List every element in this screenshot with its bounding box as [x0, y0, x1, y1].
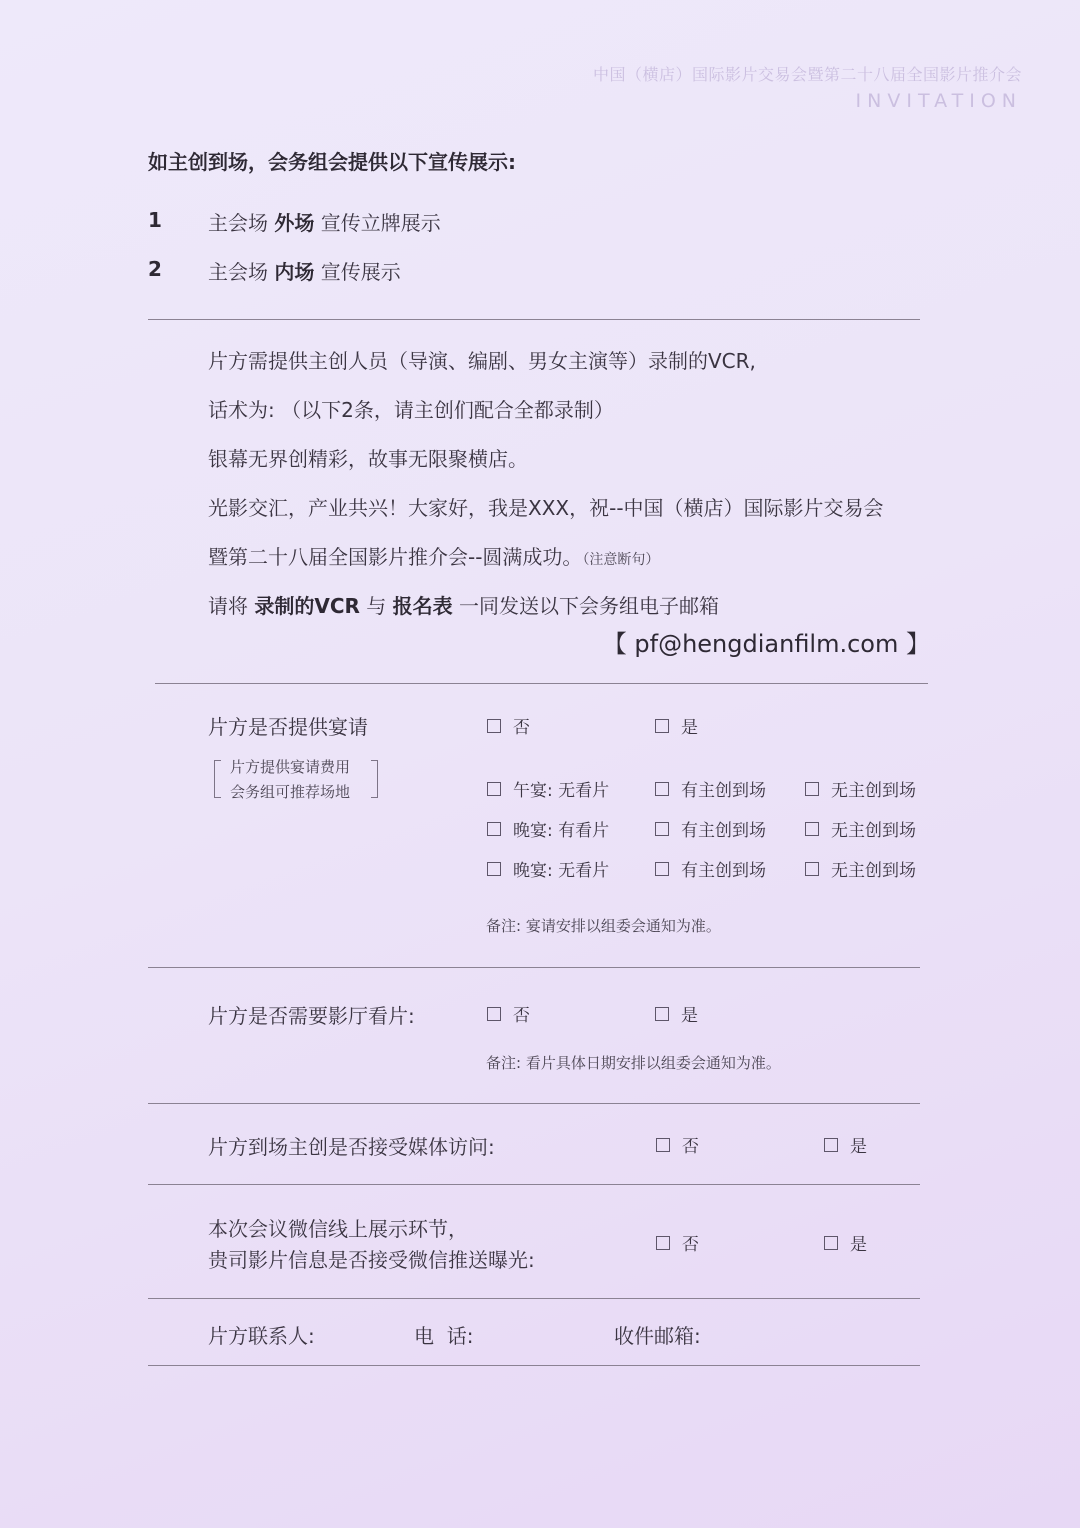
banquet-row-2-type[interactable] — [487, 816, 609, 841]
bracket-line-1: 片方提供宴请费用 — [230, 758, 351, 776]
option-label: 否 — [513, 718, 530, 738]
option-label: 否 — [513, 1006, 530, 1026]
divider — [148, 1103, 920, 1104]
send-pre: 请将 — [208, 594, 255, 618]
screening-note: 备注: 看片具体日期安排以组委会通知为准。 — [486, 1054, 781, 1072]
screening-yes-option[interactable] — [655, 1001, 698, 1026]
option-label: 有主创到场 — [681, 861, 766, 881]
invitation-label: INVITATION — [855, 90, 1022, 112]
vcr-line-5-note: （注意断句） — [582, 552, 660, 568]
option-label: 午宴: 无看片 — [513, 781, 610, 801]
checkbox[interactable] — [824, 1236, 838, 1250]
option-label: 是 — [850, 1235, 867, 1255]
checkbox[interactable] — [655, 782, 669, 796]
banquet-row-1-without[interactable] — [805, 776, 916, 801]
option-label: 有主创到场 — [681, 781, 766, 801]
checkbox[interactable] — [487, 862, 501, 876]
media-question: 片方到场主创是否接受媒体访问: — [208, 1135, 495, 1159]
option-label: 无主创到场 — [831, 861, 916, 881]
option-label: 是 — [850, 1137, 867, 1157]
option-label: 否 — [682, 1137, 699, 1157]
option-label: 有主创到场 — [681, 821, 766, 841]
media-no-option[interactable] — [656, 1132, 699, 1157]
option-label: 晚宴: 有看片 — [513, 821, 610, 841]
wechat-question-line-1: 本次会议微信线上展示环节， — [208, 1217, 468, 1241]
send-mid: 与 — [359, 594, 393, 618]
checkbox[interactable] — [487, 822, 501, 836]
banquet-row-1-with[interactable] — [655, 776, 766, 801]
screening-question: 片方是否需要影厅看片: — [208, 1004, 415, 1028]
screening-no-option[interactable] — [487, 1001, 530, 1026]
list-number-1: 1 — [148, 208, 162, 232]
banquet-row-3-with[interactable] — [655, 856, 766, 881]
event-title: 中国（横店）国际影片交易会暨第二十八届全国影片推介会 — [592, 65, 1022, 84]
checkbox[interactable] — [656, 1138, 670, 1152]
checkbox[interactable] — [655, 719, 669, 733]
list-item-1-post: 宣传立牌展示 — [314, 211, 441, 235]
wechat-question-line-2: 贵司影片信息是否接受微信推送曝光: — [208, 1248, 535, 1272]
divider — [148, 1184, 920, 1185]
contact-person-label: 片方联系人: — [208, 1324, 315, 1348]
vcr-line-4: 光影交汇，产业共兴！大家好，我是XXX，祝--中国（横店）国际影片交易会 — [208, 496, 884, 520]
checkbox[interactable] — [655, 822, 669, 836]
checkbox[interactable] — [487, 1007, 501, 1021]
wechat-yes-option[interactable] — [824, 1230, 867, 1255]
checkbox[interactable] — [487, 719, 501, 733]
vcr-line-5 — [208, 541, 659, 570]
list-item-2-bold: 内场 — [274, 260, 315, 284]
checkbox[interactable] — [487, 782, 501, 796]
checkbox[interactable] — [805, 862, 819, 876]
vcr-line-3: 银幕无界创精彩，故事无限聚横店。 — [208, 447, 528, 471]
bracket-line-2: 会务组可推荐场地 — [230, 783, 351, 801]
option-label: 晚宴: 无看片 — [513, 861, 610, 881]
divider — [148, 967, 920, 968]
banquet-note: 备注: 宴请安排以组委会通知为准。 — [486, 917, 721, 935]
banquet-question: 片方是否提供宴请 — [208, 715, 368, 739]
banquet-row-2-without[interactable] — [805, 816, 916, 841]
banquet-row-3-without[interactable] — [805, 856, 916, 881]
option-label: 无主创到场 — [831, 821, 916, 841]
list-item-2-pre: 主会场 — [208, 260, 275, 284]
checkbox[interactable] — [824, 1138, 838, 1152]
send-bold-form: 报名表 — [392, 594, 453, 618]
divider — [148, 1298, 920, 1299]
contact-email-label: 收件邮箱: — [614, 1324, 701, 1348]
option-label: 无主创到场 — [831, 781, 916, 801]
checkbox[interactable] — [655, 1007, 669, 1021]
vcr-line-5-text: 暨第二十八届全国影片推介会--圆满成功。 — [208, 545, 583, 569]
send-bold-vcr: 录制的VCR — [254, 594, 360, 618]
option-label: 否 — [682, 1235, 699, 1255]
section-heading: 如主创到场，会务组会提供以下宣传展示: — [148, 150, 516, 174]
option-label: 是 — [681, 1006, 698, 1026]
divider — [148, 319, 920, 320]
send-post: 一同发送以下会务组电子邮箱 — [452, 594, 719, 618]
media-yes-option[interactable] — [824, 1132, 867, 1157]
list-item-2 — [208, 256, 401, 285]
wechat-no-option[interactable] — [656, 1230, 699, 1255]
vcr-line-1: 片方需提供主创人员（导演、编剧、男女主演等）录制的VCR, — [208, 349, 756, 373]
checkbox[interactable] — [805, 822, 819, 836]
banquet-row-2-with[interactable] — [655, 816, 766, 841]
list-number-2: 2 — [148, 257, 162, 281]
banquet-no-option[interactable] — [487, 713, 530, 738]
contact-phone-label: 电 话: — [414, 1324, 474, 1348]
list-item-1 — [208, 207, 441, 236]
checkbox[interactable] — [805, 782, 819, 796]
banquet-row-1-type[interactable] — [487, 776, 609, 801]
send-instruction — [208, 590, 719, 619]
divider — [148, 1365, 920, 1366]
list-item-2-post: 宣传展示 — [314, 260, 401, 284]
divider — [155, 683, 928, 684]
list-item-1-pre: 主会场 — [208, 211, 275, 235]
banquet-yes-option[interactable] — [655, 713, 698, 738]
vcr-line-2: 话术为: （以下2条，请主创们配合全都录制） — [208, 398, 614, 422]
contact-email[interactable]: 【 pf@hengdianfilm.com 】 — [602, 630, 930, 658]
list-item-1-bold: 外场 — [274, 211, 315, 235]
option-label: 是 — [681, 718, 698, 738]
checkbox[interactable] — [655, 862, 669, 876]
checkbox[interactable] — [656, 1236, 670, 1250]
banquet-row-3-type[interactable] — [487, 856, 609, 881]
